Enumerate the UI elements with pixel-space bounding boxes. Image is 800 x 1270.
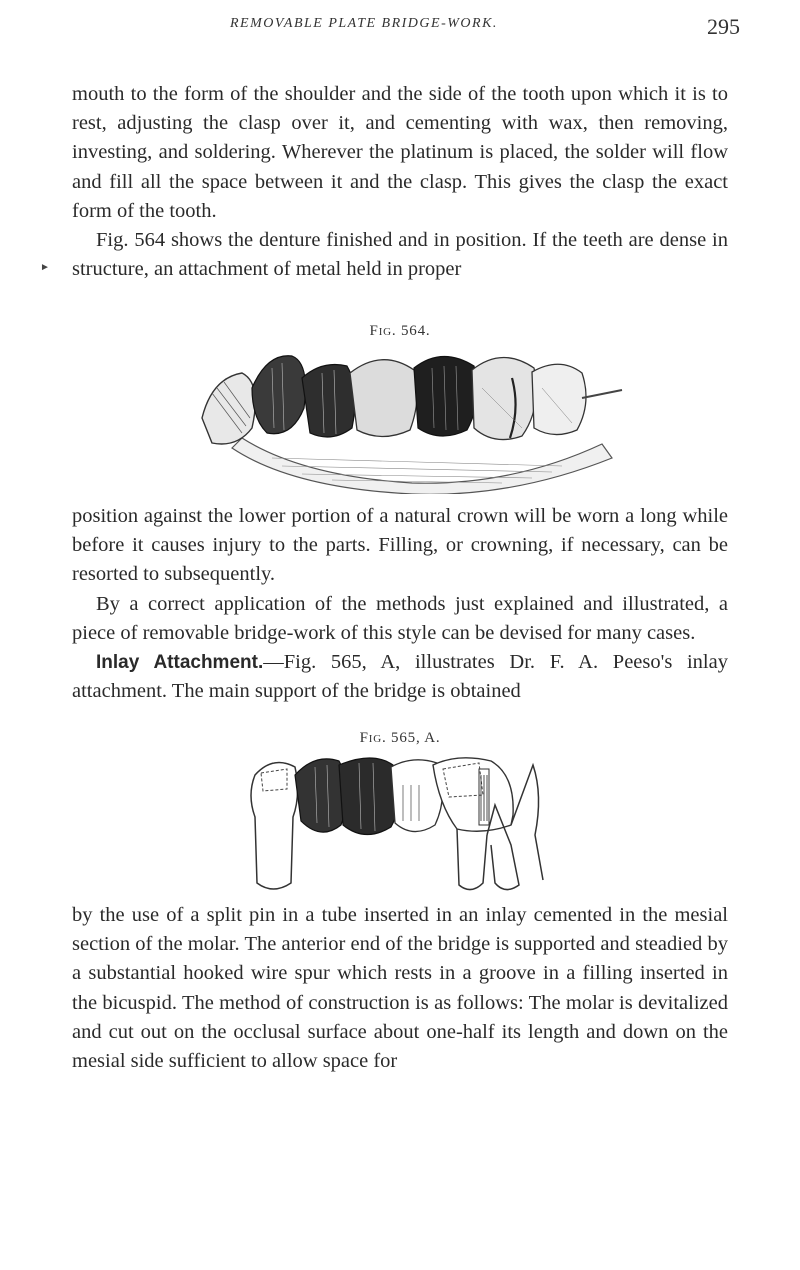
figure-564-denture-illustration	[182, 348, 624, 494]
page-number: 295	[707, 14, 740, 39]
paragraph-3: position against the lower portion of a natural crown will be worn a long while before it causes injury to the parts. Filling, or crowning, if necessary, can be resorted to subsequently.	[72, 505, 728, 586]
figure-565-inlay-attachment-illustration	[243, 755, 578, 895]
text-block-middle	[72, 502, 728, 706]
paragraph-6: by the use of a split pin in a tube inserted in an inlay cemented in the mesial section of the molar. The anterior end of the bridge is supported and steadied by a substantial hooked wire spur which rests in a groove in a filling inserted in the bicuspid. The method of construction is as follows: The molar is devitalized and cut out on the occlusal surface about one-half its length and down on the mesial side sufficient to allow space for	[72, 904, 728, 1073]
margin-mark-icon: ►	[40, 262, 50, 273]
text-block-top	[72, 80, 728, 284]
running-head	[60, 10, 740, 50]
inlay-attachment-heading: Inlay Attachment.	[96, 652, 264, 674]
paragraph-2: Fig. 564 shows the denture finished and in position. If the teeth are dense in structure, an attachment of metal held in proper	[72, 229, 728, 281]
paragraph-5-text: —Fig. 565, A, illustrates Dr. F. A. Peeso's inlay attachment. The main support of the bridge is obtained	[72, 651, 728, 703]
paragraph-4: By a correct application of the methods just explained and illustrated, a piece of removable bridge-work of this style can be devised for many cases.	[72, 592, 728, 644]
figure-565-caption: Fig. 565, A.	[359, 730, 441, 746]
paragraph-1: mouth to the form of the shoulder and the side of the tooth upon which it is to rest, adjusting the clasp over it, and cementing with wax, then removing, investing, and soldering. Wherever the platinum is placed, the solder will flow and fill all the space between it and the clasp. This gives the clasp the exact form of the tooth.	[72, 83, 728, 222]
running-title: REMOVABLE PLATE BRIDGE-WORK.	[230, 16, 498, 31]
paragraph-5	[72, 648, 728, 706]
text-block-bottom	[72, 901, 728, 1076]
figure-564-caption: Fig. 564.	[369, 323, 431, 339]
